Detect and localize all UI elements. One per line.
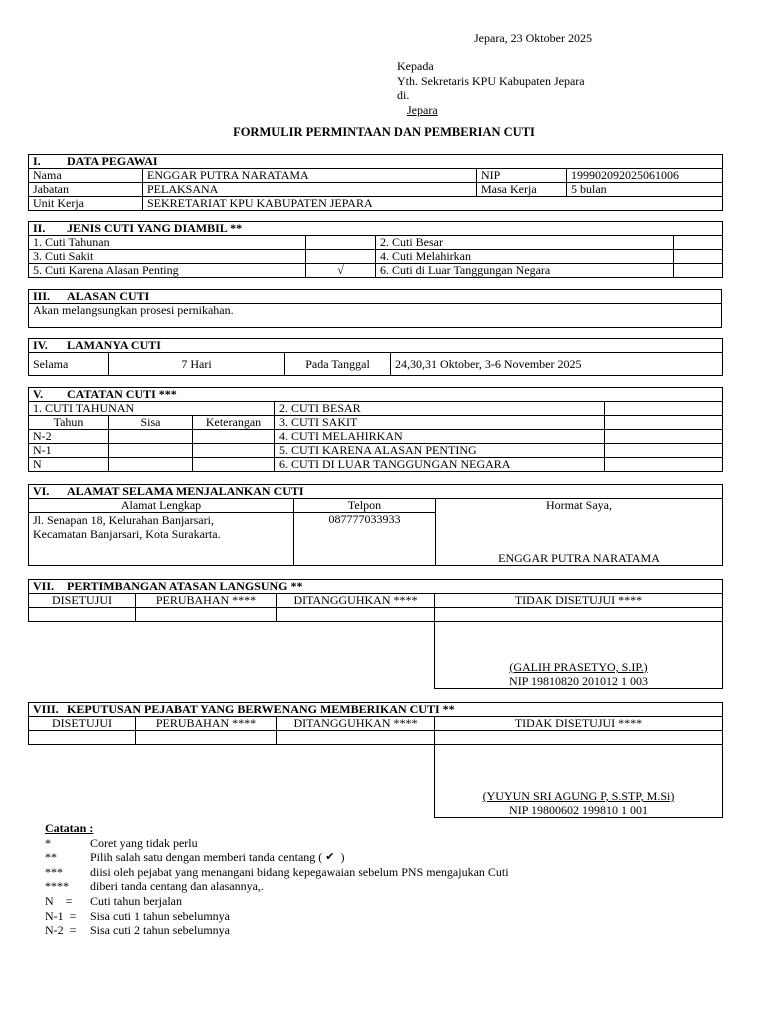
leave-type: 6. Cuti di Luar Tanggungan Negara	[376, 264, 674, 278]
decision-cell[interactable]	[277, 608, 435, 622]
leave-check-cell[interactable]	[674, 236, 723, 250]
col-tahun: Tahun	[29, 416, 109, 430]
col-ditangguhkan: DITANGGUHKAN ****	[277, 717, 435, 731]
leave-type: 5. Cuti Karena Alasan Penting	[29, 264, 306, 278]
col-disetujui: DISETUJUI	[29, 717, 136, 731]
recipient-city: Jepara	[407, 102, 438, 117]
value-nip: 199902092025061006	[567, 169, 723, 183]
section-header: IV. LAMANYA CUTI	[29, 339, 723, 353]
col-tidak-disetujui: TIDAK DISETUJUI ****	[435, 717, 723, 731]
label-unit-kerja: Unit Kerja	[29, 197, 143, 211]
cuti-tahunan-label: 1. CUTI TAHUNAN	[29, 402, 275, 416]
supervisor-nip: NIP 19810820 201012 1 003	[509, 674, 648, 688]
reason-text: Akan melangsungkan prosesi pernikahan.	[29, 304, 722, 328]
col-ditangguhkan: DITANGGUHKAN ****	[277, 594, 435, 608]
section-alamat	[28, 484, 723, 566]
recipient-at: di.	[397, 88, 410, 102]
official-name: (YUYUN SRI AGUNG P, S.STP, M.Si)	[482, 789, 675, 803]
leave-record-cell	[605, 430, 723, 444]
section-header: V. CATATAN CUTI ***	[29, 388, 723, 402]
note-item: ** Pilih salah satu dengan memberi tanda centang ( ✔ )	[45, 850, 345, 865]
applicant-name: ENGGAR PUTRA NARATAMA	[498, 551, 660, 565]
letter-date: Jepara, 23 Oktober 2025	[474, 31, 592, 45]
leave-check-cell[interactable]	[674, 250, 723, 264]
hormat-saya: Hormat Saya,	[546, 498, 612, 512]
col-disetujui: DISETUJUI	[29, 594, 136, 608]
keterangan-cell	[193, 430, 275, 444]
col-telpon: Telpon	[294, 499, 436, 513]
label-pada-tanggal: Pada Tanggal	[285, 353, 391, 376]
address-line: Jl. Senapan 18, Kelurahan Banjarsari,	[33, 513, 214, 527]
leave-record-cell	[605, 416, 723, 430]
col-alamat-lengkap: Alamat Lengkap	[29, 499, 294, 513]
official-nip: NIP 19800602 199810 1 001	[509, 803, 648, 817]
address-line: Kecamatan Banjarsari, Kota Surakarta.	[33, 527, 221, 541]
leave-record-type: 5. CUTI KARENA ALASAN PENTING	[275, 444, 605, 458]
year-row-label: N-1	[29, 444, 109, 458]
section-keputusan-pejabat	[28, 702, 723, 818]
col-sisa: Sisa	[109, 416, 193, 430]
value-pada-tanggal: 24,30,31 Oktober, 3-6 November 2025	[391, 353, 723, 376]
leave-record-type: 2. CUTI BESAR	[275, 402, 605, 416]
col-perubahan: PERUBAHAN ****	[136, 717, 277, 731]
section-data-pegawai	[28, 154, 723, 211]
label-selama: Selama	[29, 353, 109, 376]
section-catatan-cuti	[28, 387, 723, 472]
leave-type: 4. Cuti Melahirkan	[376, 250, 674, 264]
phone-number: 087777033933	[294, 513, 436, 566]
note-item: *** diisi oleh pejabat yang menangani bidang kepegawaian sebelum PNS mengajukan Cuti	[45, 864, 509, 879]
leave-record-type: 3. CUTI SAKIT	[275, 416, 605, 430]
section-pertimbangan-atasan	[28, 579, 723, 689]
form-title: FORMULIR PERMINTAAN DAN PEMBERIAN CUTI	[233, 125, 535, 139]
sisa-cell	[109, 444, 193, 458]
label-nip: NIP	[477, 169, 567, 183]
official-signature-box	[435, 745, 723, 818]
value-nama: ENGGAR PUTRA NARATAMA	[143, 169, 477, 183]
note-item: **** diberi tanda centang dan alasannya,.	[45, 879, 264, 894]
recipient-to: Kepada	[397, 59, 434, 73]
section-header: III. ALASAN CUTI	[29, 290, 722, 304]
sisa-cell	[109, 430, 193, 444]
decision-cell[interactable]	[29, 731, 136, 745]
label-nama: Nama	[29, 169, 143, 183]
decision-cell[interactable]	[29, 608, 136, 622]
section-header: I. DATA PEGAWAI	[29, 155, 723, 169]
address-cell	[29, 513, 294, 566]
col-perubahan: PERUBAHAN ****	[136, 594, 277, 608]
decision-cell[interactable]	[136, 731, 277, 745]
leave-record-type: 6. CUTI DI LUAR TANGGUNGAN NEGARA	[275, 458, 605, 472]
decision-cell[interactable]	[136, 608, 277, 622]
section-lamanya-cuti	[28, 338, 723, 376]
leave-type: 2. Cuti Besar	[376, 236, 674, 250]
leave-record-cell	[605, 444, 723, 458]
keterangan-cell	[193, 444, 275, 458]
decision-cell[interactable]	[435, 731, 723, 745]
leave-record-cell	[605, 458, 723, 472]
value-masa-kerja: 5 bulan	[567, 183, 723, 197]
section-header: VI. ALAMAT SELAMA MENJALANKAN CUTI	[29, 485, 723, 499]
section-header: VII. PERTIMBANGAN ATASAN LANGSUNG **	[29, 580, 723, 594]
note-item: N-2 = Sisa cuti 2 tahun sebelumnya	[45, 923, 230, 938]
value-selama: 7 Hari	[109, 353, 285, 376]
col-keterangan: Keterangan	[193, 416, 275, 430]
notes-title: Catatan :	[45, 821, 94, 835]
leave-check-mark[interactable]: √	[306, 264, 376, 278]
sisa-cell	[109, 458, 193, 472]
leave-record-cell	[605, 402, 723, 416]
signature-box	[436, 499, 723, 566]
decision-cell[interactable]	[435, 608, 723, 622]
supervisor-signature-box	[435, 622, 723, 689]
col-tidak-disetujui: TIDAK DISETUJUI ****	[435, 594, 723, 608]
decision-cell[interactable]	[277, 731, 435, 745]
leave-check-cell[interactable]	[306, 236, 376, 250]
keterangan-cell	[193, 458, 275, 472]
value-unit-kerja: SEKRETARIAT KPU KABUPATEN JEPARA	[143, 197, 723, 211]
recipient-addressee: Yth. Sekretaris KPU Kabupaten Jepara	[397, 73, 585, 88]
leave-type: 1. Cuti Tahunan	[29, 236, 306, 250]
supervisor-name: (GALIH PRASETYO, S.IP.)	[509, 660, 648, 674]
notes-block	[45, 821, 509, 938]
value-jabatan: PELAKSANA	[143, 183, 477, 197]
leave-check-cell[interactable]	[674, 264, 723, 278]
section-header: II. JENIS CUTI YANG DIAMBIL **	[29, 222, 723, 236]
label-masa-kerja: Masa Kerja	[477, 183, 567, 197]
label-jabatan: Jabatan	[29, 183, 143, 197]
year-row-label: N-2	[29, 430, 109, 444]
leave-type: 3. Cuti Sakit	[29, 250, 306, 264]
note-item: * Coret yang tidak perlu	[45, 835, 198, 850]
note-item: N = Cuti tahun berjalan	[45, 893, 182, 908]
recipient-block	[397, 59, 585, 117]
leave-check-cell[interactable]	[306, 250, 376, 264]
section-jenis-cuti	[28, 221, 723, 278]
section-alasan-cuti	[28, 289, 722, 328]
year-row-label: N	[29, 458, 109, 472]
section-header: VIII. KEPUTUSAN PEJABAT YANG BERWENANG MEMBERIKAN CUTI **	[29, 703, 723, 717]
note-item: N-1 = Sisa cuti 1 tahun sebelumnya	[45, 908, 230, 923]
checkmark-icon: ✔	[325, 850, 335, 864]
leave-record-type: 4. CUTI MELAHIRKAN	[275, 430, 605, 444]
